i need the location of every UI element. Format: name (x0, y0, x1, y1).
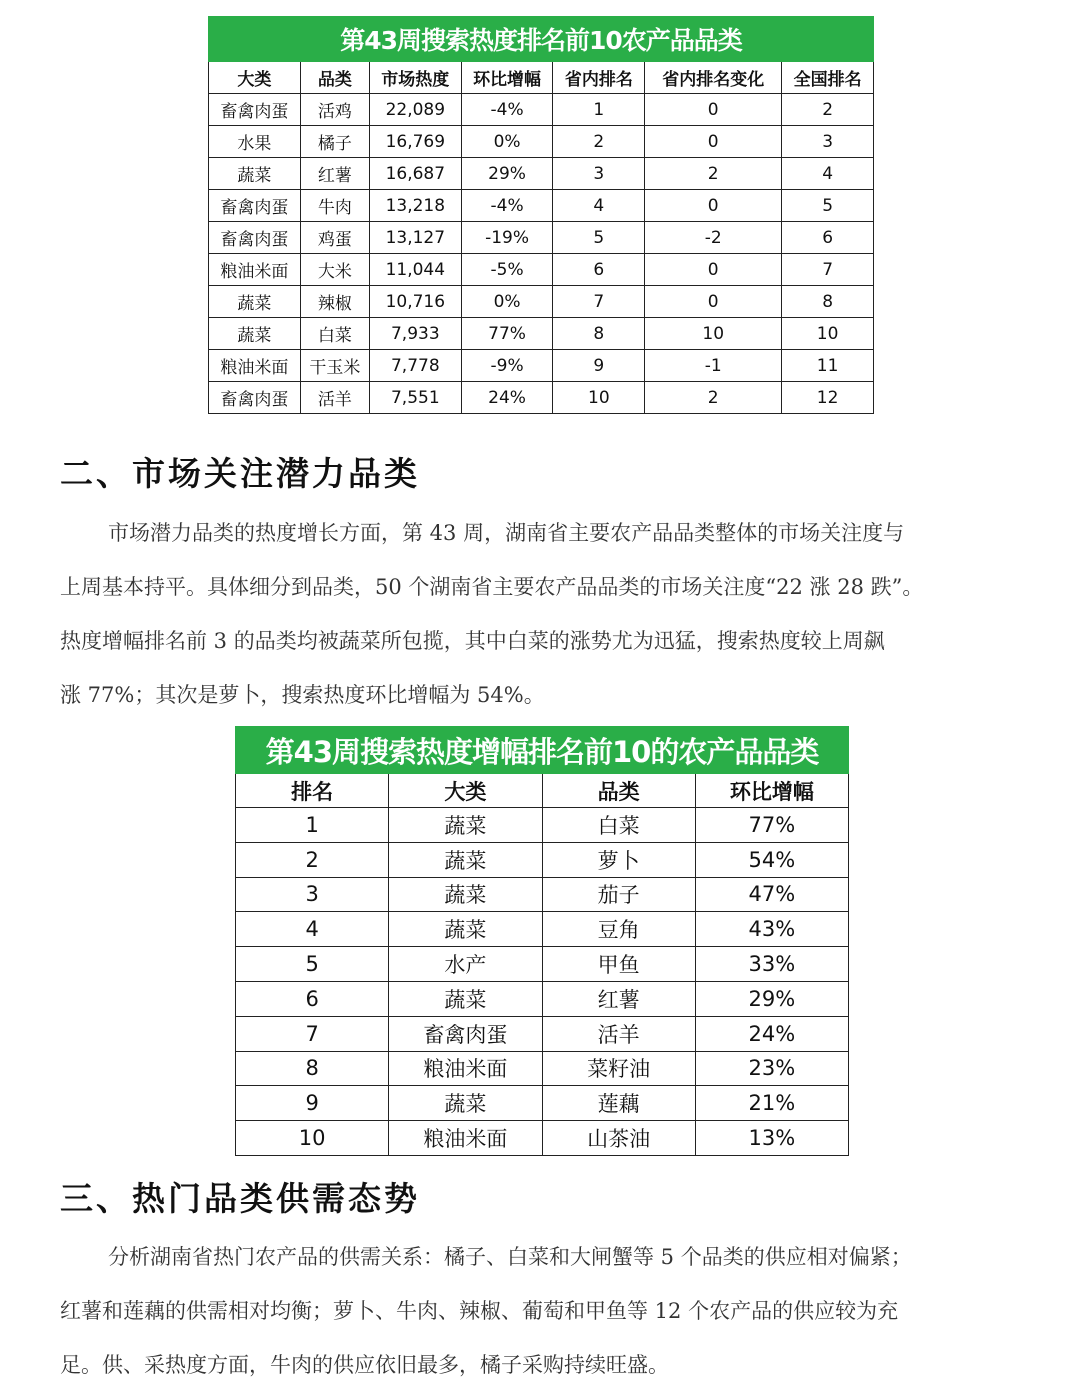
table-cell: 1 (553, 94, 645, 126)
table-cell: 33% (695, 947, 848, 982)
table-cell: 11 (782, 350, 874, 382)
table-cell: 29% (461, 158, 553, 190)
table-cell: 8 (782, 286, 874, 318)
table-cell: 47% (695, 877, 848, 912)
table-cell: -2 (645, 222, 782, 254)
top10-growth-table (235, 726, 849, 1156)
table-row (236, 842, 849, 877)
table-cell: 16,687 (369, 158, 461, 190)
table-row (209, 254, 874, 286)
table-cell: 鸡蛋 (300, 222, 369, 254)
table-cell: 8 (553, 318, 645, 350)
column-header: 省内排名 (553, 62, 645, 94)
table-cell: 9 (553, 350, 645, 382)
table-cell: 0 (645, 94, 782, 126)
table-row (236, 808, 849, 843)
table-cell: 0% (461, 126, 553, 158)
top10-heat-table (208, 16, 874, 414)
table-cell: 5 (236, 947, 389, 982)
table-cell: 蔬菜 (389, 912, 542, 947)
table-cell: 13,218 (369, 190, 461, 222)
table-cell: 粮油米面 (389, 1121, 542, 1156)
table-cell: 4 (236, 912, 389, 947)
table-cell: 4 (782, 158, 874, 190)
table-cell: 活羊 (300, 382, 369, 414)
table-cell: -9% (461, 350, 553, 382)
table-cell: 77% (461, 318, 553, 350)
table-cell: 9 (236, 1086, 389, 1121)
table-cell: 7 (782, 254, 874, 286)
table-cell: 10,716 (369, 286, 461, 318)
column-header: 品类 (300, 62, 369, 94)
table-cell: 山茶油 (542, 1121, 695, 1156)
table-cell: 54% (695, 842, 848, 877)
table-cell: 大米 (300, 254, 369, 286)
table-cell: -4% (461, 190, 553, 222)
table-cell: 畜禽肉蛋 (389, 1016, 542, 1051)
table-cell: 6 (553, 254, 645, 286)
table-cell: 萝卜 (542, 842, 695, 877)
table-row (209, 382, 874, 414)
table-cell: 24% (461, 382, 553, 414)
table-cell: 10 (782, 318, 874, 350)
table-row (236, 1051, 849, 1086)
table-cell: 6 (236, 981, 389, 1016)
table-cell: 3 (782, 126, 874, 158)
table-cell: 8 (236, 1051, 389, 1086)
paragraph-line: 红薯和莲藕的供需相对均衡；萝卜、牛肉、辣椒、葡萄和甲鱼等 12 个农产品的供应较为充 (60, 1299, 899, 1323)
section-heading: 二、市场关注潜力品类 (60, 454, 420, 493)
table-cell: 蔬菜 (209, 158, 301, 190)
table-cell: 畜禽肉蛋 (209, 94, 301, 126)
table-cell: 蔬菜 (389, 1086, 542, 1121)
section-heading: 三、热门品类供需态势 (60, 1179, 420, 1218)
table-title: 第43周搜索热度排名前10农产品品类 (209, 17, 874, 62)
paragraph-line: 市场潜力品类的热度增长方面，第 43 周，湖南省主要农产品品类整体的市场关注度与 (108, 521, 905, 545)
table-cell: 蔬菜 (209, 286, 301, 318)
table-cell: 7,551 (369, 382, 461, 414)
table-header-row (236, 774, 849, 808)
table-cell: 红薯 (542, 981, 695, 1016)
table-cell: 畜禽肉蛋 (209, 190, 301, 222)
table-cell: 豆角 (542, 912, 695, 947)
table-row (236, 1121, 849, 1156)
table-cell: 13,127 (369, 222, 461, 254)
table-row (209, 126, 874, 158)
table-cell: 10 (236, 1121, 389, 1156)
table-cell: 0% (461, 286, 553, 318)
paragraph-line: 上周基本持平。具体细分到品类，50 个湖南省主要农产品品类的市场关注度“22 涨 28 跌”。 (60, 575, 924, 599)
table-cell: 水产 (389, 947, 542, 982)
table-cell: 橘子 (300, 126, 369, 158)
table-cell: 29% (695, 981, 848, 1016)
table-cell: 粮油米面 (209, 254, 301, 286)
table-row (236, 1086, 849, 1121)
table-cell: 1 (236, 808, 389, 843)
table-cell: 红薯 (300, 158, 369, 190)
table-cell: 12 (782, 382, 874, 414)
column-header: 省内排名变化 (645, 62, 782, 94)
table-cell: 蔬菜 (389, 808, 542, 843)
table-row (209, 190, 874, 222)
table-cell: 蔬菜 (389, 981, 542, 1016)
table-cell: 43% (695, 912, 848, 947)
table-cell: 7 (553, 286, 645, 318)
table-row (209, 318, 874, 350)
table-cell: 7,933 (369, 318, 461, 350)
table-cell: 水果 (209, 126, 301, 158)
table-cell: 13% (695, 1121, 848, 1156)
table-cell: 0 (645, 126, 782, 158)
table-cell: 7,778 (369, 350, 461, 382)
column-header: 环比增幅 (461, 62, 553, 94)
table-cell: 甲鱼 (542, 947, 695, 982)
table-cell: 6 (782, 222, 874, 254)
column-header: 全国排名 (782, 62, 874, 94)
table-cell: 0 (645, 190, 782, 222)
table-row (209, 158, 874, 190)
table-cell: 5 (782, 190, 874, 222)
table-cell: 77% (695, 808, 848, 843)
table-row (236, 947, 849, 982)
column-header: 环比增幅 (695, 774, 848, 808)
table-cell: 2 (553, 126, 645, 158)
table-cell: -5% (461, 254, 553, 286)
table-cell: 粮油米面 (209, 350, 301, 382)
table-cell: 莲藕 (542, 1086, 695, 1121)
paragraph-line: 足。供、采热度方面，牛肉的供应依旧最多，橘子采购持续旺盛。 (60, 1353, 669, 1377)
table-cell: -1 (645, 350, 782, 382)
table-row (236, 981, 849, 1016)
paragraph (60, 1230, 1050, 1392)
table-cell: 牛肉 (300, 190, 369, 222)
table-cell: 0 (645, 254, 782, 286)
table-cell: 菜籽油 (542, 1051, 695, 1086)
table-cell: 蔬菜 (209, 318, 301, 350)
table-cell: -4% (461, 94, 553, 126)
table-cell: 白菜 (542, 808, 695, 843)
table-cell: 23% (695, 1051, 848, 1086)
table-cell: 24% (695, 1016, 848, 1051)
paragraph-line: 分析湖南省热门农产品的供需关系：橘子、白菜和大闸蟹等 5 个品类的供应相对偏紧； (108, 1245, 912, 1269)
table-row (209, 222, 874, 254)
table-cell: 5 (553, 222, 645, 254)
paragraph-line: 热度增幅排名前 3 的品类均被蔬菜所包揽，其中白菜的涨势尤为迅猛，搜索热度较上周飙 (60, 629, 885, 653)
table-cell: 蔬菜 (389, 877, 542, 912)
table-cell: 粮油米面 (389, 1051, 542, 1086)
table-cell: 3 (553, 158, 645, 190)
table-cell: 0 (645, 286, 782, 318)
table-cell: 辣椒 (300, 286, 369, 318)
table-cell: 22,089 (369, 94, 461, 126)
column-header: 大类 (389, 774, 542, 808)
table-cell: 畜禽肉蛋 (209, 222, 301, 254)
table-title: 第43周搜索热度增幅排名前10的农产品品类 (236, 727, 849, 774)
table-cell: -19% (461, 222, 553, 254)
table-cell: 2 (236, 842, 389, 877)
table-row (236, 877, 849, 912)
table-cell: 干玉米 (300, 350, 369, 382)
table-cell: 10 (553, 382, 645, 414)
table-cell: 3 (236, 877, 389, 912)
table-cell: 7 (236, 1016, 389, 1051)
column-header: 大类 (209, 62, 301, 94)
table-cell: 2 (645, 382, 782, 414)
paragraph (60, 506, 1050, 722)
table-cell: 4 (553, 190, 645, 222)
table-cell: 活羊 (542, 1016, 695, 1051)
table-cell: 2 (782, 94, 874, 126)
table-cell: 10 (645, 318, 782, 350)
table-header-row (209, 62, 874, 94)
table-cell: 畜禽肉蛋 (209, 382, 301, 414)
table-row (209, 94, 874, 126)
column-header: 排名 (236, 774, 389, 808)
table-cell: 2 (645, 158, 782, 190)
table-row (236, 1016, 849, 1051)
table-cell: 16,769 (369, 126, 461, 158)
table-row (236, 912, 849, 947)
column-header: 品类 (542, 774, 695, 808)
table-cell: 11,044 (369, 254, 461, 286)
table-cell: 白菜 (300, 318, 369, 350)
table-row (209, 350, 874, 382)
table-cell: 活鸡 (300, 94, 369, 126)
table-cell: 21% (695, 1086, 848, 1121)
column-header: 市场热度 (369, 62, 461, 94)
table-cell: 茄子 (542, 877, 695, 912)
paragraph-line: 涨 77%；其次是萝卜，搜索热度环比增幅为 54%。 (60, 683, 545, 707)
table-cell: 蔬菜 (389, 842, 542, 877)
table-row (209, 286, 874, 318)
